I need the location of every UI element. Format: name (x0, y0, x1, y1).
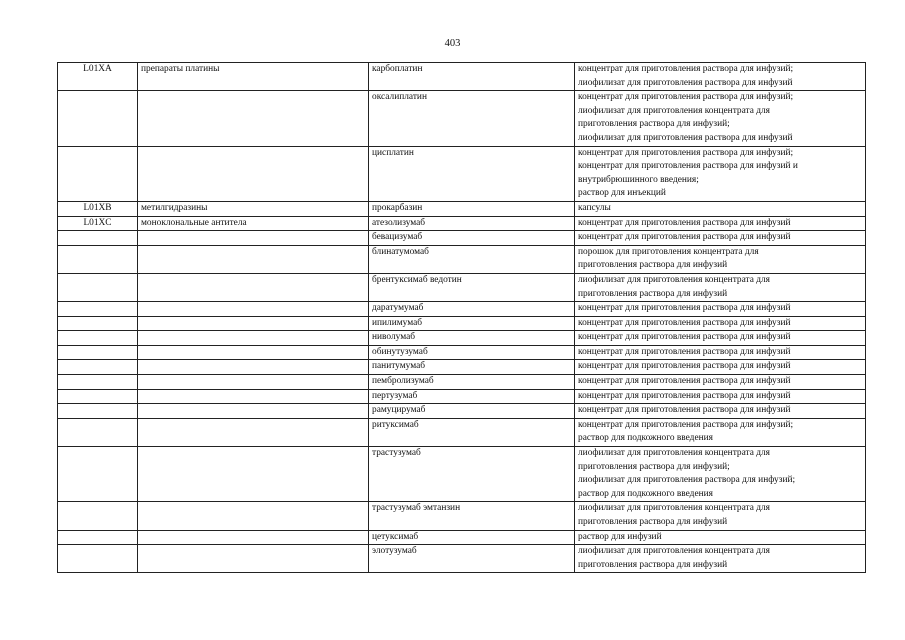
group-cell (138, 245, 369, 273)
dosage-form-line: концентрат для приготовления раствора для инфузий; (578, 147, 794, 158)
drug-name-cell: блинатумомаб (369, 245, 575, 273)
table-row (58, 404, 866, 419)
dosage-form-cell (575, 447, 866, 502)
dosage-form-cell (575, 345, 866, 360)
drug-name-cell: трастузумаб (369, 447, 575, 502)
dosage-form-line: раствор для инфузий (578, 531, 662, 542)
table-row (58, 273, 866, 301)
dosage-form-line: лиофилизат для приготовления раствора для инфузий; (578, 475, 796, 486)
dosage-form-line: концентрат для приготовления раствора для инфузий; (578, 64, 794, 74)
dosage-form-line: раствор для инъекций (578, 188, 666, 199)
dosage-form-cell (575, 375, 866, 390)
page-number: 403 (444, 38, 461, 49)
drug-name-cell: ниволумаб (369, 331, 575, 346)
atc-code-cell (58, 530, 138, 545)
dosage-form-line: концентрат для приготовления раствора для инфузий (578, 317, 791, 328)
dosage-form-cell (575, 273, 866, 301)
dosage-form-line: приготовления раствора для инфузий (578, 559, 728, 570)
atc-code-cell (58, 91, 138, 146)
drug-name-cell: цисплатин (369, 146, 575, 201)
atc-code-cell (58, 447, 138, 502)
group-cell (138, 231, 369, 246)
atc-code-cell (58, 245, 138, 273)
group-cell: метилгидразины (138, 201, 369, 216)
atc-code-cell: L01XC (58, 216, 138, 231)
drug-name-cell: карбоплатин (369, 63, 575, 91)
table-row (58, 375, 866, 390)
dosage-form-line: приготовления раствора для инфузий; (578, 461, 730, 472)
dosage-form-line: приготовления раствора для инфузий (578, 517, 728, 527)
dosage-form-line: приготовления раствора для инфузий (578, 260, 728, 271)
drug-name-cell: ритуксимаб (369, 418, 575, 446)
atc-code-cell (58, 502, 138, 530)
dosage-form-cell (575, 91, 866, 146)
dosage-form-line: лиофилизат для приготовления раствора для инфузий (578, 77, 793, 88)
dosage-form-line: концентрат для приготовления раствора для инфузий (578, 376, 791, 387)
dosage-form-line: концентрат для приготовления раствора для инфузий и (578, 161, 798, 172)
group-cell: препараты платины (138, 63, 369, 91)
dosage-form-line: лиофилизат для приготовления концентрата для (578, 448, 770, 459)
dosage-form-line: раствор для подкожного введения (578, 488, 713, 499)
dosage-form-line: приготовления раствора для инфузий (578, 288, 728, 299)
dosage-form-line: лиофилизат для приготовления концентрата для (578, 274, 770, 285)
atc-code-cell (58, 331, 138, 346)
group-cell (138, 375, 369, 390)
dosage-form-line: раствор для подкожного введения (578, 433, 713, 444)
table-row (58, 418, 866, 446)
dosage-form-cell (575, 418, 866, 446)
dosage-form-cell (575, 389, 866, 404)
drug-name-cell: ипилимумаб (369, 316, 575, 331)
atc-code-cell (58, 231, 138, 246)
dosage-form-cell (575, 146, 866, 201)
atc-code-cell (58, 146, 138, 201)
drug-name-cell: прокарбазин (369, 201, 575, 216)
dosage-form-cell (575, 331, 866, 346)
atc-code-cell (58, 545, 138, 573)
dosage-form-line: концентрат для приготовления раствора для инфузий; (578, 419, 794, 430)
table-row (58, 63, 866, 91)
dosage-form-cell (575, 404, 866, 419)
table-row (58, 91, 866, 146)
drug-name-cell: оксалиплатин (369, 91, 575, 146)
table-row (58, 360, 866, 375)
dosage-form-line: концентрат для приготовления раствора для инфузий (578, 346, 791, 357)
dosage-form-line: концентрат для приготовления раствора для инфузий; (578, 92, 794, 103)
dosage-form-line: капсулы (578, 202, 611, 213)
atc-code-cell: L01XB (58, 201, 138, 216)
drug-name-cell: пертузумаб (369, 389, 575, 404)
group-cell (138, 360, 369, 375)
dosage-form-line: концентрат для приготовления раствора для инфузий (578, 405, 791, 416)
table-row (58, 302, 866, 317)
group-cell (138, 316, 369, 331)
group-cell (138, 389, 369, 404)
group-cell (138, 273, 369, 301)
drug-name-cell: цетуксимаб (369, 530, 575, 545)
dosage-form-line: приготовления раствора для инфузий; (578, 119, 730, 130)
drug-name-cell: брентуксимаб ведотин (369, 273, 575, 301)
table-row (58, 216, 866, 231)
dosage-form-cell (575, 201, 866, 216)
group-cell (138, 345, 369, 360)
table-row (58, 447, 866, 502)
drug-name-cell: трастузумаб эмтанзин (369, 502, 575, 530)
drug-name-cell: пембролизумаб (369, 375, 575, 390)
dosage-form-cell (575, 316, 866, 331)
table-row (58, 331, 866, 346)
drug-name-cell: обинутузумаб (369, 345, 575, 360)
table-row (58, 245, 866, 273)
dosage-form-line: порошок для приготовления концентрата для (578, 246, 759, 257)
atc-code-cell (58, 389, 138, 404)
table-row (58, 146, 866, 201)
drug-name-cell: даратумумаб (369, 302, 575, 317)
table-body (58, 63, 866, 573)
drug-name-cell: рамуцирумаб (369, 404, 575, 419)
dosage-form-cell (575, 245, 866, 273)
group-cell (138, 418, 369, 446)
dosage-form-cell (575, 360, 866, 375)
table-row (58, 389, 866, 404)
atc-code-cell (58, 375, 138, 390)
dosage-form-line: концентрат для приготовления раствора для инфузий (578, 217, 791, 228)
table-row (58, 502, 866, 530)
atc-code-cell: L01XA (58, 63, 138, 91)
dosage-form-cell (575, 63, 866, 91)
dosage-form-line: концентрат для приготовления раствора для инфузий (578, 232, 791, 243)
table-row (58, 201, 866, 216)
dosage-form-cell (575, 530, 866, 545)
atc-code-cell (58, 273, 138, 301)
dosage-form-line: концентрат для приготовления раствора для инфузий (578, 303, 791, 314)
dosage-form-line: концентрат для приготовления раствора для инфузий (578, 361, 791, 372)
group-cell (138, 146, 369, 201)
group-cell (138, 447, 369, 502)
group-cell (138, 530, 369, 545)
table-row (58, 345, 866, 360)
group-cell (138, 302, 369, 317)
dosage-form-line: концентрат для приготовления раствора для инфузий (578, 332, 791, 343)
dosage-form-line: лиофилизат для приготовления концентрата для (578, 503, 770, 514)
drug-name-cell: бевацизумаб (369, 231, 575, 246)
atc-code-cell (58, 418, 138, 446)
drug-name-cell: элотузумаб (369, 545, 575, 573)
dosage-form-cell (575, 216, 866, 231)
dosage-form-cell (575, 302, 866, 317)
drug-name-cell: атезолизумаб (369, 216, 575, 231)
group-cell (138, 91, 369, 146)
dosage-form-cell (575, 231, 866, 246)
atc-code-cell (58, 302, 138, 317)
group-cell (138, 331, 369, 346)
table-row (58, 530, 866, 545)
table-row (58, 231, 866, 246)
group-cell (138, 545, 369, 573)
atc-code-cell (58, 345, 138, 360)
atc-code-cell (58, 404, 138, 419)
dosage-form-cell (575, 502, 866, 530)
dosage-form-cell (575, 545, 866, 573)
dosage-form-line: лиофилизат для приготовления раствора для инфузий (578, 132, 793, 143)
atc-code-cell (58, 316, 138, 331)
dosage-form-line: концентрат для приготовления раствора для инфузий (578, 390, 791, 401)
group-cell (138, 502, 369, 530)
group-cell (138, 404, 369, 419)
atc-code-cell (58, 360, 138, 375)
table-row (58, 316, 866, 331)
group-cell: моноклональные антитела (138, 216, 369, 231)
drug-table (57, 62, 866, 573)
dosage-form-line: лиофилизат для приготовления концентрата для (578, 546, 770, 557)
dosage-form-line: лиофилизат для приготовления концентрата для (578, 105, 770, 116)
table-row (58, 545, 866, 573)
dosage-form-line: внутрибрюшинного введения; (578, 174, 699, 185)
drug-name-cell: панитумумаб (369, 360, 575, 375)
